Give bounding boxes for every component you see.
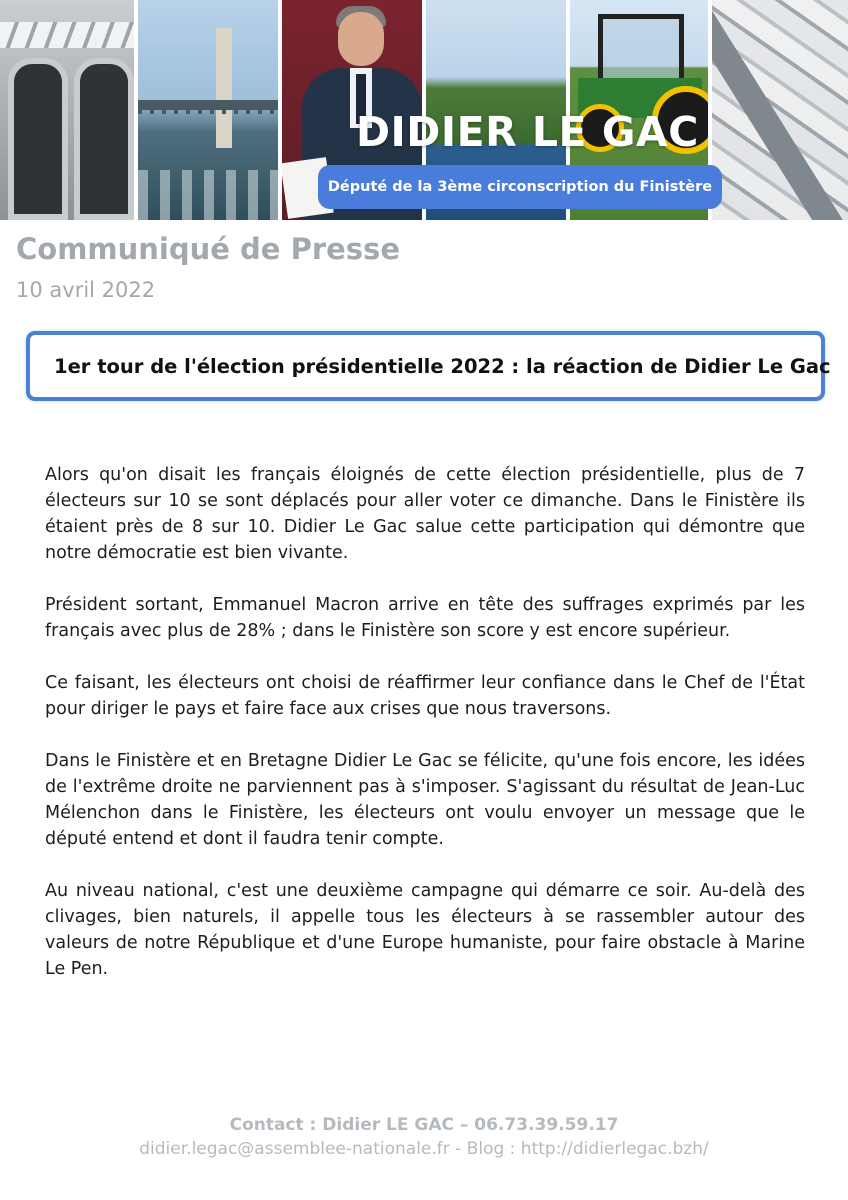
headline-box bbox=[26, 331, 831, 401]
header-banner bbox=[0, 0, 848, 220]
footer bbox=[0, 1113, 848, 1161]
press-release-title: Communiqué de Presse bbox=[16, 232, 400, 266]
body-text bbox=[45, 462, 805, 1008]
body-paragraph: Au niveau national, c'est une deuxième campagne qui démarre ce soir. Au-delà des clivages, bien naturels, il appelle tous les électeurs à se rassembler autour des valeurs de notre République et d'une Europe humaniste, pour faire obstacle à Marine Le Pen. bbox=[45, 881, 805, 979]
deputy-subtitle: Député de la 3ème circonscription du Finistère bbox=[327, 179, 713, 195]
deputy-name: DIDIER LE GAC bbox=[356, 108, 699, 156]
body-paragraph: Alors qu'on disait les français éloignés de cette élection présidentielle, plus de 7 électeurs sur 10 se sont déplacés pour aller voter ce dimanche. Dans le Finistère ils étaient près de 8 sur 10. Didier Le Gac salue cette participation qui démontre que notre démocratie est bien vivante. bbox=[45, 465, 805, 563]
footer-email-blog: didier.legac@assemblee-nationale.fr - Blog : http://didierlegac.bzh/ bbox=[139, 1139, 709, 1159]
deputy-subtitle-badge bbox=[318, 165, 722, 209]
body-paragraph: Dans le Finistère et en Bretagne Didier Le Gac se félicite, qu'une fois encore, les idées de l'extrême droite ne parviennent pas à s'imposer. S'agissant du résultat de Jean-Luc Mélenchon dans le Finistère, les électeurs ont voulu envoyer un message que le député entend et dont il faudra tenir compte. bbox=[45, 751, 805, 849]
footer-contact: Contact : Didier LE GAC – 06.73.39.59.17 bbox=[229, 1115, 619, 1135]
banner-photo-harbour-bridge bbox=[138, 0, 278, 220]
headline: 1er tour de l'élection présidentielle 2022 : la réaction de Didier Le Gac bbox=[54, 354, 831, 378]
body-paragraph: Ce faisant, les électeurs ont choisi de réaffirmer leur confiance dans le Chef de l'État pour diriger le pays et faire face aux crises que nous traversons. bbox=[45, 673, 805, 719]
body-paragraph: Président sortant, Emmanuel Macron arrive en tête des suffrages exprimés par les français avec plus de 28% ; dans le Finistère son score y est encore supérieur. bbox=[45, 595, 805, 641]
banner-photo-aerial-city bbox=[712, 0, 848, 220]
press-release-date: 10 avril 2022 bbox=[16, 278, 156, 302]
banner-photo-industrial-hall bbox=[0, 0, 134, 220]
